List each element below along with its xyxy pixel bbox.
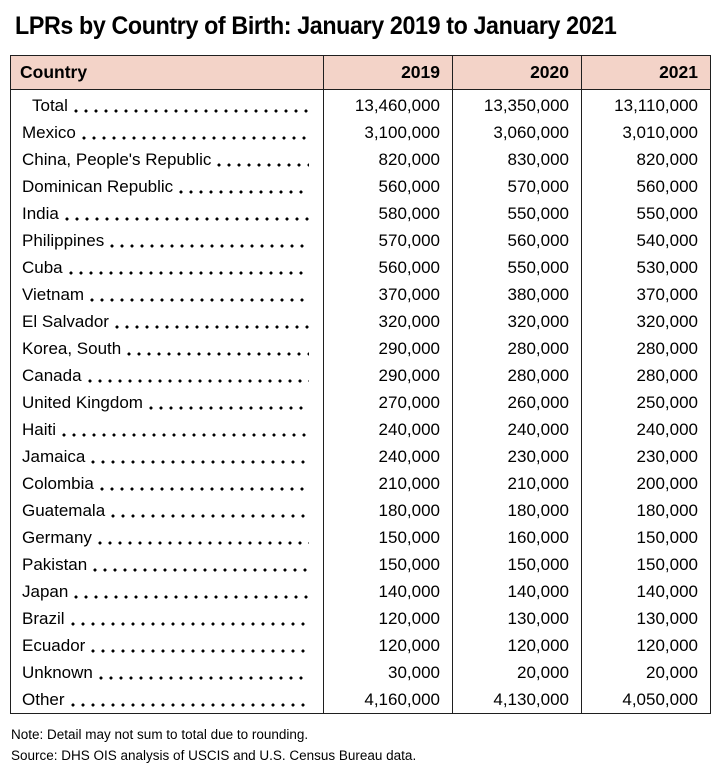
value-cell: 150,000	[582, 551, 711, 578]
leader-dots	[62, 433, 309, 437]
value-cell: 120,000	[324, 605, 453, 632]
leader-dots	[71, 703, 309, 707]
country-label: Colombia	[22, 474, 94, 493]
country-label: Philippines	[22, 231, 105, 250]
value-cell: 200,000	[582, 470, 711, 497]
country-cell	[11, 308, 324, 335]
country-cell	[11, 605, 324, 632]
country-label: El Salvador	[22, 312, 109, 331]
country-cell	[11, 254, 324, 281]
table-row	[11, 632, 711, 659]
country-cell	[11, 470, 324, 497]
value-cell: 180,000	[453, 497, 582, 524]
value-cell: 280,000	[582, 362, 711, 389]
country-cell	[11, 227, 324, 254]
table-row	[11, 362, 711, 389]
value-cell: 550,000	[453, 254, 582, 281]
table-row	[11, 146, 711, 173]
country-cell	[11, 173, 324, 200]
country-cell	[11, 632, 324, 659]
column-header-year-2019: 2019	[324, 56, 453, 90]
country-cell	[11, 362, 324, 389]
country-cell	[11, 443, 324, 470]
value-cell: 180,000	[582, 497, 711, 524]
value-cell: 240,000	[324, 416, 453, 443]
value-cell: 4,130,000	[453, 686, 582, 714]
value-cell: 820,000	[324, 146, 453, 173]
value-cell: 580,000	[324, 200, 453, 227]
value-cell: 150,000	[324, 524, 453, 551]
value-cell: 530,000	[582, 254, 711, 281]
country-label: Haiti	[22, 420, 57, 439]
table-row	[11, 551, 711, 578]
leader-dots	[91, 460, 309, 464]
value-cell: 120,000	[582, 632, 711, 659]
table-row	[11, 281, 711, 308]
country-cell	[11, 200, 324, 227]
value-cell: 320,000	[324, 308, 453, 335]
leader-dots	[74, 109, 309, 113]
value-cell: 540,000	[582, 227, 711, 254]
country-cell	[11, 686, 324, 714]
leader-dots	[100, 487, 309, 491]
table-row	[11, 308, 711, 335]
country-label: Total	[32, 96, 68, 115]
value-cell: 560,000	[453, 227, 582, 254]
table-body	[11, 90, 711, 714]
country-label: Dominican Republic	[22, 177, 174, 196]
table-header-row	[11, 56, 711, 90]
value-cell: 140,000	[582, 578, 711, 605]
value-cell: 140,000	[453, 578, 582, 605]
value-cell: 370,000	[324, 281, 453, 308]
value-cell: 120,000	[453, 632, 582, 659]
value-cell: 370,000	[582, 281, 711, 308]
value-cell: 210,000	[453, 470, 582, 497]
table-row	[11, 173, 711, 200]
value-cell: 260,000	[453, 389, 582, 416]
value-cell: 380,000	[453, 281, 582, 308]
country-cell	[11, 119, 324, 146]
table-row	[11, 389, 711, 416]
country-cell	[11, 281, 324, 308]
footnotes	[11, 724, 710, 766]
value-cell: 290,000	[324, 335, 453, 362]
table-row	[11, 119, 711, 146]
country-label: Cuba	[22, 258, 63, 277]
lpr-table	[10, 55, 711, 714]
value-cell: 240,000	[582, 416, 711, 443]
leader-dots	[74, 595, 309, 599]
value-cell: 240,000	[453, 416, 582, 443]
value-cell: 830,000	[453, 146, 582, 173]
country-label: Germany	[22, 528, 92, 547]
value-cell: 180,000	[324, 497, 453, 524]
country-label: India	[22, 204, 59, 223]
leader-dots	[111, 514, 309, 518]
table-row	[11, 254, 711, 281]
country-cell	[11, 659, 324, 686]
value-cell: 550,000	[453, 200, 582, 227]
table-row	[11, 335, 711, 362]
country-label: Vietnam	[22, 285, 85, 304]
leader-dots	[179, 190, 309, 194]
country-cell	[11, 578, 324, 605]
leader-dots	[110, 244, 309, 248]
table-row	[11, 227, 711, 254]
country-cell	[11, 389, 324, 416]
country-label: Pakistan	[22, 555, 88, 574]
value-cell: 320,000	[582, 308, 711, 335]
table-row	[11, 686, 711, 714]
value-cell: 270,000	[324, 389, 453, 416]
value-cell: 570,000	[324, 227, 453, 254]
value-cell: 250,000	[582, 389, 711, 416]
leader-dots	[93, 568, 309, 572]
country-label: Ecuador	[22, 636, 86, 655]
leader-dots	[65, 217, 309, 221]
table-row	[11, 605, 711, 632]
leader-dots	[90, 298, 309, 302]
table-row	[11, 578, 711, 605]
country-cell	[11, 551, 324, 578]
table-row	[11, 497, 711, 524]
value-cell: 20,000	[453, 659, 582, 686]
leader-dots	[149, 406, 309, 410]
value-cell: 820,000	[582, 146, 711, 173]
table-row	[11, 470, 711, 497]
country-cell	[11, 497, 324, 524]
table-row	[11, 200, 711, 227]
country-label: Japan	[22, 582, 69, 601]
value-cell: 230,000	[453, 443, 582, 470]
value-cell: 150,000	[453, 551, 582, 578]
leader-dots	[91, 649, 309, 653]
country-label: Canada	[22, 366, 82, 385]
value-cell: 560,000	[582, 173, 711, 200]
country-label: China, People's Republic	[22, 150, 212, 169]
leader-dots	[115, 325, 309, 329]
table-row	[11, 443, 711, 470]
value-cell: 280,000	[453, 362, 582, 389]
value-cell: 230,000	[582, 443, 711, 470]
value-cell: 570,000	[453, 173, 582, 200]
column-header-country: Country	[11, 56, 324, 90]
value-cell: 20,000	[582, 659, 711, 686]
table-row	[11, 659, 711, 686]
table-row	[11, 90, 711, 120]
country-label: Korea, South	[22, 339, 122, 358]
country-cell	[11, 416, 324, 443]
value-cell: 320,000	[453, 308, 582, 335]
value-cell: 140,000	[324, 578, 453, 605]
value-cell: 120,000	[324, 632, 453, 659]
value-cell: 210,000	[324, 470, 453, 497]
value-cell: 550,000	[582, 200, 711, 227]
value-cell: 560,000	[324, 254, 453, 281]
value-cell: 13,110,000	[582, 90, 711, 120]
value-cell: 150,000	[324, 551, 453, 578]
leader-dots	[217, 163, 309, 167]
value-cell: 13,350,000	[453, 90, 582, 120]
value-cell: 150,000	[582, 524, 711, 551]
country-label: Jamaica	[22, 447, 86, 466]
value-cell: 30,000	[324, 659, 453, 686]
leader-dots	[127, 352, 309, 356]
country-label: Guatemala	[22, 501, 106, 520]
value-cell: 280,000	[453, 335, 582, 362]
leader-dots	[88, 379, 309, 383]
value-cell: 280,000	[582, 335, 711, 362]
value-cell: 130,000	[453, 605, 582, 632]
country-label: Brazil	[22, 609, 65, 628]
value-cell: 4,160,000	[324, 686, 453, 714]
column-header-year-2021: 2021	[582, 56, 711, 90]
table-row	[11, 416, 711, 443]
source-text: Source: DHS OIS analysis of USCIS and U.S. Census Bureau data.	[11, 748, 417, 763]
leader-dots	[71, 622, 309, 626]
value-cell: 560,000	[324, 173, 453, 200]
country-label: United Kingdom	[22, 393, 143, 412]
value-cell: 240,000	[324, 443, 453, 470]
value-cell: 3,060,000	[453, 119, 582, 146]
table-row	[11, 524, 711, 551]
page-title: LPRs by Country of Birth: January 2019 to January 2021	[15, 12, 617, 40]
leader-dots	[82, 136, 309, 140]
country-cell	[11, 90, 324, 120]
value-cell: 3,100,000	[324, 119, 453, 146]
value-cell: 3,010,000	[582, 119, 711, 146]
value-cell: 130,000	[582, 605, 711, 632]
country-label: Mexico	[22, 123, 76, 142]
country-label: Unknown	[22, 663, 93, 682]
country-cell	[11, 146, 324, 173]
value-cell: 160,000	[453, 524, 582, 551]
note-text: Note: Detail may not sum to total due to rounding.	[11, 727, 309, 742]
leader-dots	[99, 676, 309, 680]
country-cell	[11, 524, 324, 551]
value-cell: 13,460,000	[324, 90, 453, 120]
value-cell: 4,050,000	[582, 686, 711, 714]
country-cell	[11, 335, 324, 362]
leader-dots	[69, 271, 309, 275]
leader-dots	[98, 541, 309, 545]
value-cell: 290,000	[324, 362, 453, 389]
country-label: Other	[22, 690, 65, 709]
column-header-year-2020: 2020	[453, 56, 582, 90]
